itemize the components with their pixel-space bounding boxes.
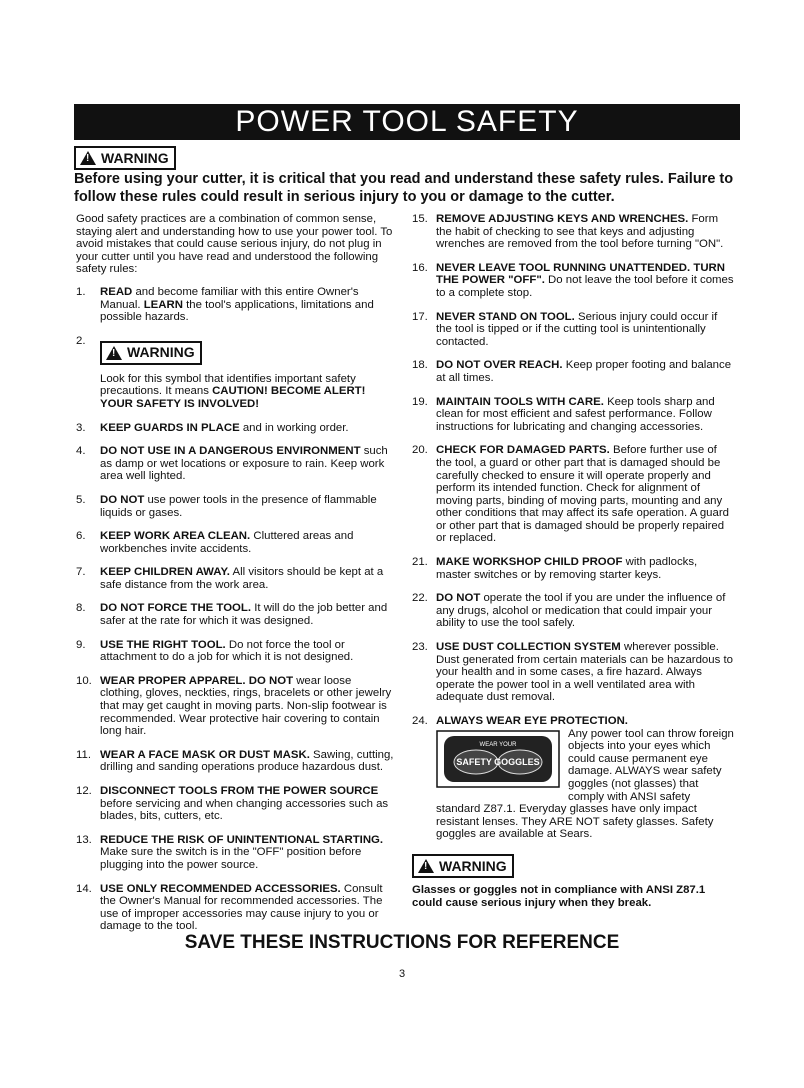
- rule-heading: MAKE WORKSHOP CHILD PROOF: [436, 556, 623, 569]
- rule-item: [76, 566, 394, 591]
- rule-heading: DO NOT: [436, 592, 481, 605]
- rule-text: Make sure the switch is in the "OFF" position before plugging into the power source.: [100, 846, 362, 871]
- rule-text: Do not leave the tool before it comes to a complete stop.: [436, 274, 734, 299]
- rule-text: Cluttered areas and workbenches invite accidents.: [100, 530, 354, 555]
- rule-text: the tool's applications, limitations and possible hazards.: [100, 298, 374, 324]
- rule-text: Keep proper footing and balance at all times.: [436, 359, 732, 384]
- rule-text: Consult the Owner's Manual for recommended accessories. The use of improper accessories may cause injury to you or damage to the tool.: [100, 882, 383, 933]
- rule-item: [76, 494, 394, 519]
- rule-heading: WEAR PROPER APPAREL.: [100, 674, 246, 687]
- warning-triangle-icon: !: [106, 346, 122, 360]
- rule-item: [412, 396, 734, 434]
- rule-number: 15.: [412, 213, 428, 225]
- rule-item: [76, 530, 394, 555]
- right-rule-list: [412, 213, 734, 704]
- rule-item: [76, 639, 394, 664]
- rule-text: and in working order.: [239, 421, 349, 434]
- rule-text: Look for this symbol that identifies important safety precautions. It means: [100, 372, 356, 398]
- rule-heading: CAUTION! BECOME ALERT! YOUR SAFETY IS INVOLVED!: [100, 385, 366, 410]
- rule-text: with padlocks, master switches or by removing starter keys.: [436, 556, 698, 581]
- rule-heading: LEARN: [143, 298, 183, 311]
- rule-item: [76, 445, 394, 483]
- rule-heading: USE ONLY RECOMMENDED ACCESSORIES.: [100, 882, 341, 895]
- rule-heading: DO NOT USE IN A DANGEROUS ENVIRONMENT: [100, 445, 361, 458]
- rule-number: 21.: [412, 556, 428, 569]
- warning-label: [100, 341, 202, 365]
- safety-goggles-icon: [436, 730, 560, 788]
- rule-number: 17.: [412, 310, 428, 323]
- rule-item: [412, 262, 734, 300]
- rule-item-24: [412, 715, 734, 841]
- rule-heading: NEVER STAND ON TOOL.: [436, 310, 575, 323]
- rule-number: 13.: [76, 833, 92, 846]
- rule-text: operate the tool if you are under the influence of any drugs, alcohol or medication that could impair your ability to use the tool safely.: [436, 592, 726, 630]
- rule-item: [76, 883, 394, 933]
- rule-text: It will do the job better and safer at the rate for which it was designed.: [100, 602, 388, 628]
- page-title: POWER TOOL SAFETY: [74, 104, 740, 140]
- rule-heading: DISCONNECT TOOLS FROM THE POWER SOURCE: [100, 785, 379, 797]
- rule-number: 19.: [412, 395, 428, 408]
- rule-heading: KEEP GUARDS IN PLACE: [100, 421, 240, 434]
- rule-text: before servicing and when changing accessories such as blades, bits, cutters, etc.: [100, 797, 389, 823]
- goggles-warning-note: Glasses or goggles not in compliance with ANSI Z87.1 could cause serious injury when they break.: [412, 883, 706, 909]
- left-rule-list: [76, 286, 394, 933]
- rule-heading: DO NOT FORCE THE TOOL.: [100, 602, 252, 615]
- rule-text: Form the habit of checking to see that keys and adjusting wrenches are removed from the tool before turning "ON".: [436, 213, 724, 251]
- rule-text: and become familiar with this entire Owner's Manual.: [100, 285, 359, 311]
- rule-heading: KEEP WORK AREA CLEAN.: [100, 530, 251, 543]
- warning-text: WARNING: [127, 344, 195, 361]
- rule-number: 4.: [76, 445, 86, 458]
- warning-triangle-icon: !: [418, 859, 434, 873]
- rule-text: Do not force the tool or attachment to do a job for which it is not designed.: [100, 638, 354, 664]
- rule-number: 9.: [76, 638, 86, 651]
- rule-heading: USE DUST COLLECTION SYSTEM: [436, 641, 621, 654]
- rule-item: [76, 834, 394, 872]
- rule-heading: ALWAYS WEAR EYE PROTECTION.: [436, 715, 628, 727]
- rule-number: 8.: [76, 602, 86, 615]
- rule-number: 6.: [76, 530, 86, 543]
- rule-heading: REDUCE THE RISK OF UNINTENTIONAL STARTING.: [100, 833, 384, 846]
- right-column: [412, 213, 734, 910]
- rule-heading: READ: [100, 285, 133, 298]
- rule-heading: DO NOT OVER REACH.: [436, 359, 563, 372]
- page-number: 3: [398, 968, 406, 980]
- rule-number: 14.: [76, 882, 92, 895]
- rule-text: All visitors should be kept at a safe distance from the work area.: [100, 566, 384, 591]
- rule-item: [412, 444, 734, 545]
- rule-text: Before further use of the tool, a guard or other part that is damaged should be carefully checked to ensure it will operate properly and perform its intended function. Check for alignment of moving parts, binding of moving parts, mounting and any other conditions that may affect its safe operation. A guard or other part that is damaged should be properly repaired or replaced.: [436, 444, 729, 545]
- rule-item: [76, 785, 394, 823]
- rule-item: [412, 213, 734, 251]
- rule-item: [412, 556, 734, 581]
- rule-text: wherever possible. Dust generated from certain materials can be hazardous to your health and in some cases, a fire hazard. Always operate the power tool in a well ventilated area with adequate dust removal.: [436, 641, 733, 704]
- warning-label: [74, 146, 176, 170]
- rule-item: [76, 286, 394, 324]
- rule-number: 12.: [76, 785, 92, 797]
- rule-heading: NEVER LEAVE TOOL RUNNING UNATTENDED. TURN THE POWER "OFF".: [436, 261, 725, 287]
- rule-heading: CHECK FOR DAMAGED PARTS.: [436, 444, 610, 457]
- rule-number: 10.: [76, 674, 92, 687]
- rule-text: such as damp or wet locations or exposure to rain. Keep work area well lighted.: [100, 445, 388, 483]
- left-column: [76, 213, 394, 944]
- rule-heading: DO NOT: [100, 493, 145, 506]
- rule-heading: MAINTAIN TOOLS WITH CARE.: [436, 395, 604, 408]
- goggles-top-text: WEAR YOUR: [479, 741, 517, 748]
- rule-item: [76, 749, 394, 774]
- rule-heading: REMOVE ADJUSTING KEYS AND WRENCHES.: [436, 213, 689, 225]
- rule-number: 11.: [76, 748, 91, 761]
- rule-text: Serious injury could occur if the tool is tipped or if the cutting tool is unintentionally contacted.: [436, 310, 718, 348]
- rule-heading: USE THE RIGHT TOOL.: [100, 638, 226, 651]
- rule-number: 24.: [412, 715, 428, 727]
- rule-text: use power tools in the presence of flammable liquids or gases.: [100, 493, 377, 519]
- rule-item: [412, 359, 734, 384]
- goggles-label: SAFETY GOGGLES: [456, 756, 540, 767]
- rule-item: [76, 675, 394, 738]
- bottom-warning-label: [412, 854, 514, 878]
- warning-text: WARNING: [101, 150, 169, 166]
- rule-number: 1.: [76, 285, 86, 298]
- rule-item: [76, 422, 394, 435]
- rule-text: Any power tool can throw foreign objects into your eyes which could cause permanent eye damage. ALWAYS wear safety goggles (not glasses) that comply with ANSI safety standard Z87.1. Everyday glasses have only impact resistant lenses. They ARE NOT safety glasses. Safety goggles are available at Sears.: [436, 727, 734, 841]
- left-intro: Good safety practices are a combination of common sense, staying alert and understanding how to use your power tool. To avoid mistakes that could cause serious injury, do not plug in your cutter until you have read and understood the following safety rules:: [76, 213, 393, 276]
- warning-text: WARNING: [439, 857, 507, 874]
- rule-number: 7.: [76, 566, 86, 579]
- rule-item: [412, 641, 734, 704]
- intro-warning: Before using your cutter, it is critical that you read and understand these safety rules. Failure to follow these rules could result in serious injury to you or damage to the cutter.: [74, 171, 734, 205]
- rule-text: Keep tools sharp and clean for most efficient and safest performance. Follow instructions for lubricating and changing accessories.: [436, 395, 715, 433]
- rule-number: 5.: [76, 493, 86, 506]
- rule-item: [76, 602, 394, 627]
- rule-text: wear loose clothing, gloves, neckties, rings, bracelets or other jewelry that may get caught in moving parts. Non-slip footwear is recommended. Wear protective hair covering to contain long hair.: [100, 674, 392, 738]
- rule-item: [412, 311, 734, 349]
- rule-number: 3.: [76, 421, 86, 434]
- rule-item: [76, 335, 394, 411]
- rule-number: 2.: [76, 334, 86, 347]
- rule-number: 16.: [412, 261, 428, 274]
- rule-number: 23.: [412, 641, 428, 654]
- rule-heading: WEAR A FACE MASK OR DUST MASK.: [100, 748, 310, 761]
- rule-heading: DO NOT: [248, 674, 294, 687]
- rule-text: Sawing, cutting, drilling and sanding operations produce hazardous dust.: [100, 748, 394, 774]
- rule-number: 20.: [412, 444, 428, 457]
- warning-triangle-icon: !: [80, 151, 96, 165]
- rule-heading: KEEP CHILDREN AWAY.: [100, 566, 230, 579]
- rule-item: [412, 592, 734, 630]
- save-instructions-footer: SAVE THESE INSTRUCTIONS FOR REFERENCE: [184, 932, 620, 953]
- rule-number: 18.: [412, 359, 428, 372]
- rule-number: 22.: [412, 592, 428, 605]
